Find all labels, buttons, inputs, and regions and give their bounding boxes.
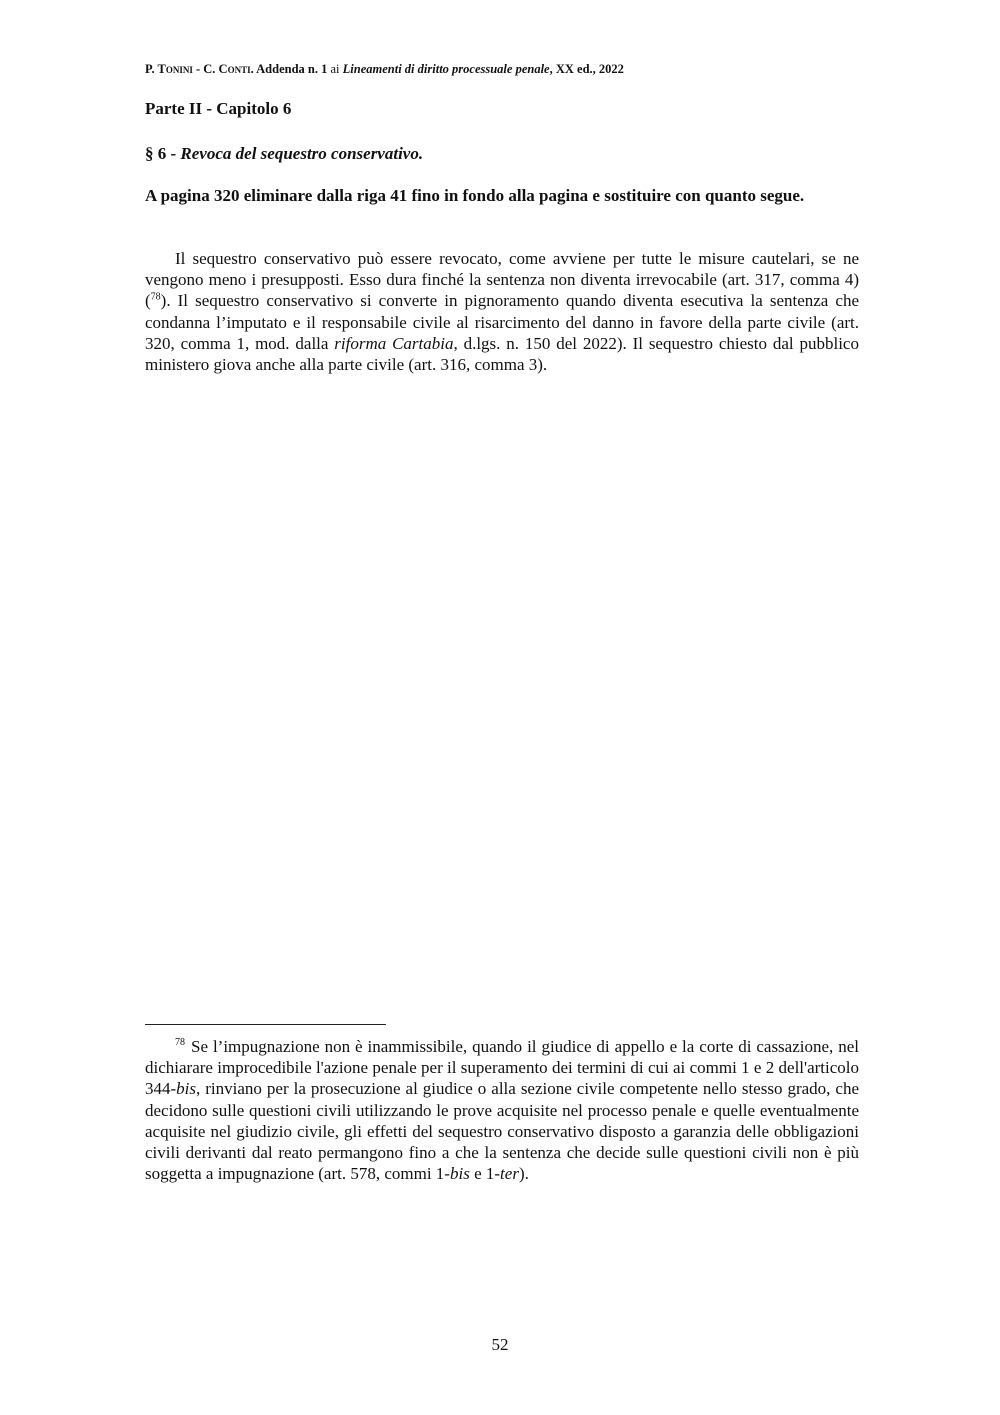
section-title: Revoca del sequestro conservativo.: [180, 144, 424, 163]
page-number: 52: [491, 1335, 509, 1354]
header-book-title: Lineamenti di diritto processuale penale: [342, 62, 550, 76]
footnote-bis-2: bis: [449, 1164, 470, 1184]
body-text-part-3: , d.lgs. n. 150 del 2022). Il sequestro chiesto dal pubblico ministero giova anche alla parte civile (art. 316, comma 3).: [145, 333, 859, 375]
running-header: [145, 62, 860, 77]
header-ai: ai: [327, 62, 343, 76]
footnote-ter: ter: [500, 1164, 519, 1184]
header-author-2: C. Conti: [203, 62, 251, 76]
header-author-1: P. Tonini: [145, 62, 193, 76]
footnote-number: 78: [175, 1037, 185, 1049]
header-addenda: . Addenda n. 1: [250, 62, 328, 76]
body-paragraph: [145, 248, 859, 375]
body-text-part-1: Il sequestro conservativo può essere revocato, come avviene per tutte le misure cautelari, se ne vengono meno i presupposti. Esso dura finché la sentenza non diventa irrevocabile (art. 317, comma 4) (: [145, 249, 859, 311]
body-text-italic: riforma Cartabia: [334, 333, 454, 353]
header-edition: , XX ed., 2022: [549, 62, 624, 76]
footnote-text-part-2: , rinviano per la prosecuzione al giudice o alla sezione civile competente nello stesso grado, che decidono sulle questioni civili utilizzando le prove acquisite nel processo penale e quelle eventualmente acquisite nel giudizio civile, gli effetti del sequestro conservativo disposto a garanzia delle obbligazioni civili derivanti dal reato permangono fino a che la sentenza che decide sulle questioni civili non è più soggetta a impugnazione (art. 578, commi 1-: [145, 1079, 859, 1184]
section-heading: [145, 144, 423, 164]
edit-instruction: A pagina 320 eliminare dalla riga 41 fino in fondo alla pagina e sostituire con quanto segue.: [145, 186, 805, 205]
footnote-78: [145, 1036, 859, 1184]
section-number: § 6 -: [145, 144, 181, 163]
header-separator: -: [192, 62, 204, 76]
part-heading: Parte II - Capitolo 6: [145, 99, 292, 118]
footnote-divider: [145, 1024, 386, 1025]
footnote-text-part-1: Se l’impugnazione non è inammissibile, quando il giudice di appello e la corte di cassazione, nel dichiarare improcedibile l'azione penale per il superamento dei termini di cui ai commi 1 e 2 dell'articolo 344-: [145, 1037, 859, 1099]
footnote-reference[interactable]: 78: [150, 291, 161, 303]
footnote-text-part-4: ).: [518, 1164, 529, 1184]
footnote-bis-1: bis: [176, 1079, 197, 1099]
body-text-part-2: ). Il sequestro conservativo si converte in pignoramento quando diventa esecutiva la sentenza che condanna l’imputato e il responsabile civile al risarcimento del danno in favore della parte civile (art. 320, comma 1, mod. dalla: [145, 291, 859, 353]
footnote-text-part-3: e 1-: [469, 1164, 501, 1184]
